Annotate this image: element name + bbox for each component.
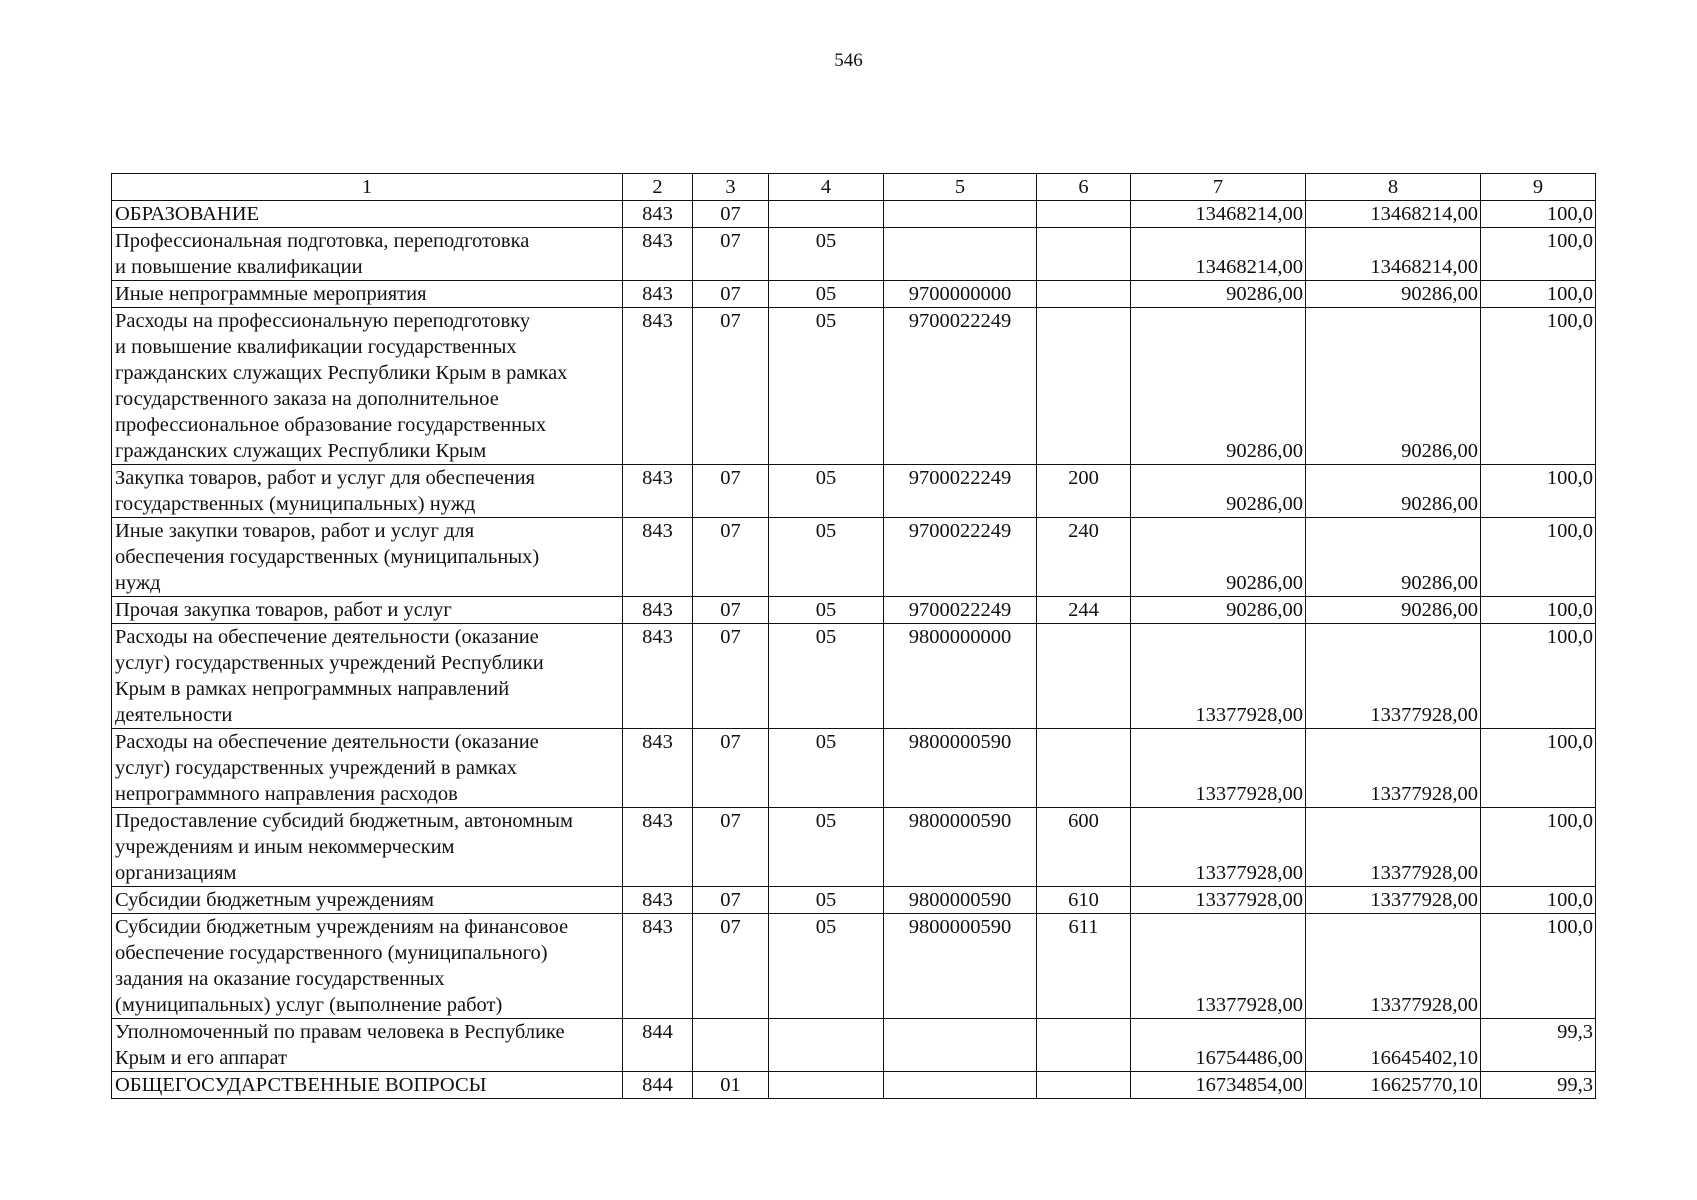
row-expense-type-cell: 200 [1037, 465, 1131, 518]
table-row [112, 228, 1596, 281]
row-percent-cell: 100,0 [1481, 597, 1596, 624]
row-target-article-cell [884, 201, 1037, 228]
table-row [112, 281, 1596, 308]
row-percent-cell: 100,0 [1481, 228, 1596, 281]
row-target-article-cell: 9800000590 [884, 729, 1037, 808]
row-name-cell: Прочая закупка товаров, работ и услуг [112, 597, 623, 624]
row-section-cell: 07 [693, 729, 769, 808]
row-planned-amount-cell: 90286,00 [1131, 281, 1306, 308]
row-code-cell: 843 [623, 624, 693, 729]
row-code-cell: 843 [623, 465, 693, 518]
row-target-article-cell: 9700022249 [884, 308, 1037, 465]
row-planned-amount-cell: 90286,00 [1131, 465, 1306, 518]
table-header-row [112, 174, 1596, 201]
row-section-cell: 07 [693, 465, 769, 518]
row-section-cell: 07 [693, 518, 769, 597]
row-executed-amount-cell: 16645402,10 [1306, 1019, 1481, 1072]
row-planned-amount-cell: 13377928,00 [1131, 729, 1306, 808]
row-section-cell: 01 [693, 1072, 769, 1099]
row-planned-amount-cell: 90286,00 [1131, 518, 1306, 597]
row-target-article-cell: 9700022249 [884, 518, 1037, 597]
row-expense-type-cell: 611 [1037, 914, 1131, 1019]
row-subsection-cell: 05 [769, 308, 884, 465]
row-expense-type-cell [1037, 624, 1131, 729]
row-subsection-cell: 05 [769, 624, 884, 729]
row-name-cell: ОБЩЕГОСУДАРСТВЕННЫЕ ВОПРОСЫ [112, 1072, 623, 1099]
row-planned-amount-cell: 13377928,00 [1131, 808, 1306, 887]
row-expense-type-cell [1037, 308, 1131, 465]
row-name-cell: Закупка товаров, работ и услуг для обеспечения государственных (муниципальных) нужд [112, 465, 623, 518]
row-planned-amount-cell: 13377928,00 [1131, 624, 1306, 729]
row-name-cell: Иные закупки товаров, работ и услуг для обеспечения государственных (муниципальных) нужд [112, 518, 623, 597]
row-section-cell: 07 [693, 597, 769, 624]
row-executed-amount-cell: 13377928,00 [1306, 914, 1481, 1019]
row-name-cell: Расходы на обеспечение деятельности (оказание услуг) государственных учреждений в рамках непрограммного направления расходов [112, 729, 623, 808]
table-row [112, 465, 1596, 518]
row-name-cell: Уполномоченный по правам человека в Республике Крым и его аппарат [112, 1019, 623, 1072]
row-planned-amount-cell: 90286,00 [1131, 597, 1306, 624]
row-subsection-cell: 05 [769, 465, 884, 518]
row-expense-type-cell [1037, 729, 1131, 808]
row-percent-cell: 100,0 [1481, 201, 1596, 228]
row-name-cell: Расходы на профессиональную переподготовку и повышение квалификации государственных гражданских служащих Республики Крым в рамках государственного заказа на дополнительное профессиональное образование государственных гражданских служащих Республики Крым [112, 308, 623, 465]
row-subsection-cell: 05 [769, 597, 884, 624]
header-cell-1: 1 [112, 174, 623, 201]
row-target-article-cell: 9800000590 [884, 808, 1037, 887]
header-cell-2: 2 [623, 174, 693, 201]
row-percent-cell: 100,0 [1481, 281, 1596, 308]
header-cell-4: 4 [769, 174, 884, 201]
row-target-article-cell: 9700022249 [884, 465, 1037, 518]
row-target-article-cell: 9700000000 [884, 281, 1037, 308]
page-number: 546 [834, 50, 863, 71]
row-percent-cell: 100,0 [1481, 914, 1596, 1019]
row-executed-amount-cell: 90286,00 [1306, 597, 1481, 624]
row-planned-amount-cell: 90286,00 [1131, 308, 1306, 465]
row-expense-type-cell [1037, 1019, 1131, 1072]
row-planned-amount-cell: 16734854,00 [1131, 1072, 1306, 1099]
row-subsection-cell: 05 [769, 914, 884, 1019]
row-executed-amount-cell: 13377928,00 [1306, 729, 1481, 808]
row-expense-type-cell: 244 [1037, 597, 1131, 624]
row-subsection-cell: 05 [769, 887, 884, 914]
row-executed-amount-cell: 13377928,00 [1306, 624, 1481, 729]
row-subsection-cell: 05 [769, 281, 884, 308]
row-target-article-cell: 9700022249 [884, 597, 1037, 624]
row-section-cell: 07 [693, 914, 769, 1019]
header-cell-8: 8 [1306, 174, 1481, 201]
row-executed-amount-cell: 90286,00 [1306, 281, 1481, 308]
row-planned-amount-cell: 13468214,00 [1131, 201, 1306, 228]
row-section-cell: 07 [693, 624, 769, 729]
row-code-cell: 843 [623, 281, 693, 308]
row-subsection-cell: 05 [769, 808, 884, 887]
row-code-cell: 843 [623, 518, 693, 597]
row-percent-cell: 100,0 [1481, 624, 1596, 729]
table-row [112, 1019, 1596, 1072]
row-percent-cell: 100,0 [1481, 887, 1596, 914]
row-percent-cell: 99,3 [1481, 1072, 1596, 1099]
budget-table [111, 173, 1596, 1099]
row-name-cell: ОБРАЗОВАНИЕ [112, 201, 623, 228]
row-executed-amount-cell: 13468214,00 [1306, 228, 1481, 281]
row-name-cell: Субсидии бюджетным учреждениям [112, 887, 623, 914]
row-expense-type-cell [1037, 281, 1131, 308]
header-cell-9: 9 [1481, 174, 1596, 201]
row-name-cell: Субсидии бюджетным учреждениям на финансовое обеспечение государственного (муниципального) задания на оказание государственных (муниципальных) услуг (выполнение работ) [112, 914, 623, 1019]
row-code-cell: 843 [623, 887, 693, 914]
row-target-article-cell: 9800000590 [884, 914, 1037, 1019]
row-subsection-cell: 05 [769, 729, 884, 808]
table-row [112, 887, 1596, 914]
row-expense-type-cell [1037, 1072, 1131, 1099]
row-planned-amount-cell: 16754486,00 [1131, 1019, 1306, 1072]
row-section-cell: 07 [693, 887, 769, 914]
row-section-cell: 07 [693, 808, 769, 887]
row-executed-amount-cell: 16625770,10 [1306, 1072, 1481, 1099]
row-executed-amount-cell: 90286,00 [1306, 308, 1481, 465]
row-target-article-cell: 9800000000 [884, 624, 1037, 729]
row-executed-amount-cell: 90286,00 [1306, 465, 1481, 518]
row-code-cell: 843 [623, 228, 693, 281]
row-section-cell [693, 1019, 769, 1072]
row-percent-cell: 100,0 [1481, 465, 1596, 518]
table-row [112, 1072, 1596, 1099]
table-row [112, 808, 1596, 887]
row-code-cell: 843 [623, 914, 693, 1019]
header-cell-6: 6 [1037, 174, 1131, 201]
row-executed-amount-cell: 13468214,00 [1306, 201, 1481, 228]
row-code-cell: 843 [623, 729, 693, 808]
row-planned-amount-cell: 13377928,00 [1131, 887, 1306, 914]
header-cell-3: 3 [693, 174, 769, 201]
row-code-cell: 843 [623, 201, 693, 228]
row-percent-cell: 99,3 [1481, 1019, 1596, 1072]
row-code-cell: 843 [623, 808, 693, 887]
table-body [112, 174, 1596, 1099]
row-target-article-cell [884, 228, 1037, 281]
row-section-cell: 07 [693, 201, 769, 228]
table-row [112, 597, 1596, 624]
row-expense-type-cell [1037, 201, 1131, 228]
row-code-cell: 844 [623, 1072, 693, 1099]
table-row [112, 729, 1596, 808]
row-code-cell: 843 [623, 597, 693, 624]
row-target-article-cell [884, 1019, 1037, 1072]
row-percent-cell: 100,0 [1481, 308, 1596, 465]
row-target-article-cell: 9800000590 [884, 887, 1037, 914]
row-target-article-cell [884, 1072, 1037, 1099]
row-name-cell: Расходы на обеспечение деятельности (оказание услуг) государственных учреждений Республики Крым в рамках непрограммных направлений деятельности [112, 624, 623, 729]
row-section-cell: 07 [693, 308, 769, 465]
table-row [112, 201, 1596, 228]
row-planned-amount-cell: 13377928,00 [1131, 914, 1306, 1019]
header-cell-5: 5 [884, 174, 1037, 201]
row-code-cell: 844 [623, 1019, 693, 1072]
row-expense-type-cell [1037, 228, 1131, 281]
row-section-cell: 07 [693, 281, 769, 308]
row-planned-amount-cell: 13468214,00 [1131, 228, 1306, 281]
row-expense-type-cell: 600 [1037, 808, 1131, 887]
table-row [112, 518, 1596, 597]
row-name-cell: Иные непрограммные мероприятия [112, 281, 623, 308]
row-subsection-cell [769, 1019, 884, 1072]
row-percent-cell: 100,0 [1481, 729, 1596, 808]
row-name-cell: Предоставление субсидий бюджетным, автономным учреждениям и иным некоммерческим организациям [112, 808, 623, 887]
row-subsection-cell [769, 201, 884, 228]
header-cell-7: 7 [1131, 174, 1306, 201]
row-percent-cell: 100,0 [1481, 518, 1596, 597]
table-row [112, 308, 1596, 465]
table-row [112, 624, 1596, 729]
row-subsection-cell: 05 [769, 518, 884, 597]
row-subsection-cell: 05 [769, 228, 884, 281]
row-executed-amount-cell: 13377928,00 [1306, 808, 1481, 887]
row-code-cell: 843 [623, 308, 693, 465]
row-executed-amount-cell: 90286,00 [1306, 518, 1481, 597]
row-percent-cell: 100,0 [1481, 808, 1596, 887]
row-executed-amount-cell: 13377928,00 [1306, 887, 1481, 914]
row-subsection-cell [769, 1072, 884, 1099]
row-section-cell: 07 [693, 228, 769, 281]
row-expense-type-cell: 610 [1037, 887, 1131, 914]
row-name-cell: Профессиональная подготовка, переподготовка и повышение квалификации [112, 228, 623, 281]
table-row [112, 914, 1596, 1019]
row-expense-type-cell: 240 [1037, 518, 1131, 597]
